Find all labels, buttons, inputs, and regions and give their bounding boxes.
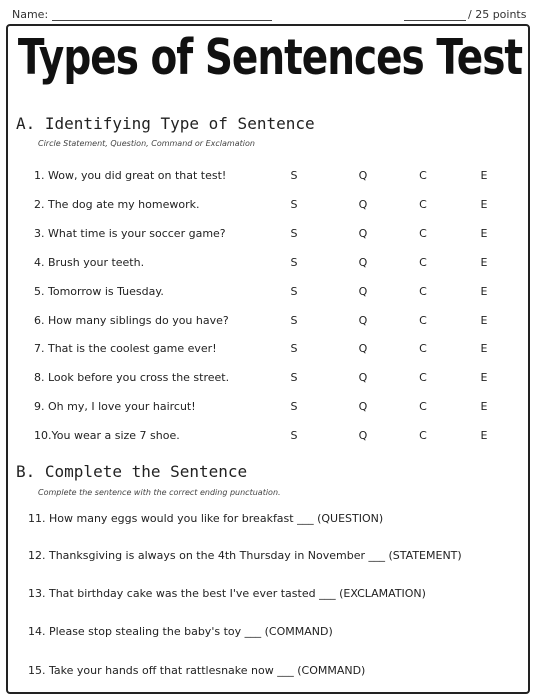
answer-option-s[interactable]: S <box>290 255 298 269</box>
answer-option-c[interactable]: C <box>419 429 427 443</box>
answer-option-e[interactable]: E <box>480 169 488 182</box>
question-row <box>34 198 504 218</box>
answer-option-s[interactable]: S <box>290 342 298 356</box>
answer-option-q[interactable]: Q <box>358 400 368 414</box>
fill-in-row[interactable]: 14. Please stop stealing the baby's toy ___ (COMMAND) <box>28 625 333 638</box>
section-a-heading: A. Identifying Type of Sentence <box>16 114 315 133</box>
answer-option-c[interactable]: C <box>419 226 427 240</box>
question-text: 5. Tomorrow is Tuesday. <box>34 284 164 298</box>
answer-option-s[interactable]: S <box>290 313 298 327</box>
name-label: Name: <box>12 8 49 21</box>
question-row <box>34 342 504 362</box>
answer-option-q[interactable]: Q <box>358 197 368 211</box>
fill-in-row[interactable]: 15. Take your hands off that rattlesnake now ___ (COMMAND) <box>28 664 366 677</box>
section-b-heading: B. Complete the Sentence <box>16 462 248 481</box>
fill-in-row[interactable]: 13. That birthday cake was the best I've ever tasted ___ (EXCLAMATION) <box>28 587 426 600</box>
answer-option-s[interactable]: S <box>290 169 298 182</box>
question-row <box>34 371 504 391</box>
question-row <box>34 400 504 420</box>
answer-option-c[interactable]: C <box>419 197 427 211</box>
answer-option-q[interactable]: Q <box>358 226 368 240</box>
answer-option-s[interactable]: S <box>290 429 298 443</box>
question-text: 10.You wear a size 7 shoe. <box>34 429 180 443</box>
question-text: 8. Look before you cross the street. <box>34 371 230 385</box>
answer-option-c[interactable]: C <box>419 169 427 182</box>
answer-option-e[interactable]: E <box>480 284 488 298</box>
question-text: 9. Oh my, I love your haircut! <box>34 400 196 414</box>
answer-option-q[interactable]: Q <box>358 169 368 182</box>
question-row <box>34 429 504 449</box>
answer-option-q[interactable]: Q <box>358 313 368 327</box>
fill-in-row[interactable]: 12. Thanksgiving is always on the 4th Thursday in November ___ (STATEMENT) <box>28 549 462 562</box>
answer-option-e[interactable]: E <box>480 342 488 356</box>
answer-option-e[interactable]: E <box>480 255 488 269</box>
answer-option-q[interactable]: Q <box>358 371 368 385</box>
answer-option-s[interactable]: S <box>290 284 298 298</box>
fill-in-row[interactable]: 11. How many eggs would you like for breakfast ___ (QUESTION) <box>28 512 384 525</box>
answer-option-c[interactable]: C <box>419 342 427 356</box>
answer-option-s[interactable]: S <box>290 197 298 211</box>
answer-option-q[interactable]: Q <box>358 429 368 443</box>
answer-option-c[interactable]: C <box>419 400 427 414</box>
answer-option-e[interactable]: E <box>480 371 488 385</box>
answer-option-q[interactable]: Q <box>358 255 368 269</box>
question-row <box>34 314 504 334</box>
page-title: Types of Sentences Test <box>17 30 523 87</box>
name-blank[interactable] <box>52 20 272 21</box>
question-text: 6. How many siblings do you have? <box>34 313 229 327</box>
score-blank[interactable] <box>404 20 466 21</box>
answer-option-e[interactable]: E <box>480 197 488 211</box>
answer-option-q[interactable]: Q <box>358 342 368 356</box>
answer-option-c[interactable]: C <box>419 284 427 298</box>
question-row <box>34 285 504 305</box>
answer-option-s[interactable]: S <box>290 371 298 385</box>
answer-option-s[interactable]: S <box>290 226 298 240</box>
answer-option-c[interactable]: C <box>419 255 427 269</box>
section-b-instructions: Complete the sentence with the correct ending punctuation. <box>38 488 281 497</box>
section-a-instructions: Circle Statement, Question, Command or Exclamation <box>38 139 255 148</box>
answer-option-e[interactable]: E <box>480 429 488 443</box>
points-label: / 25 points <box>468 8 527 21</box>
header-bar <box>12 6 528 24</box>
answer-option-e[interactable]: E <box>480 313 488 327</box>
answer-option-e[interactable]: E <box>480 400 488 414</box>
question-row <box>34 256 504 276</box>
question-text: 1. Wow, you did great on that test! <box>34 169 227 182</box>
question-row <box>34 227 504 247</box>
answer-option-c[interactable]: C <box>419 371 427 385</box>
question-text: 3. What time is your soccer game? <box>34 226 226 240</box>
answer-option-c[interactable]: C <box>419 313 427 327</box>
answer-option-e[interactable]: E <box>480 226 488 240</box>
question-row <box>34 169 504 189</box>
answer-option-s[interactable]: S <box>290 400 298 414</box>
question-text: 7. That is the coolest game ever! <box>34 342 217 356</box>
question-text: 2. The dog ate my homework. <box>34 197 200 211</box>
answer-option-q[interactable]: Q <box>358 284 368 298</box>
question-text: 4. Brush your teeth. <box>34 255 145 269</box>
